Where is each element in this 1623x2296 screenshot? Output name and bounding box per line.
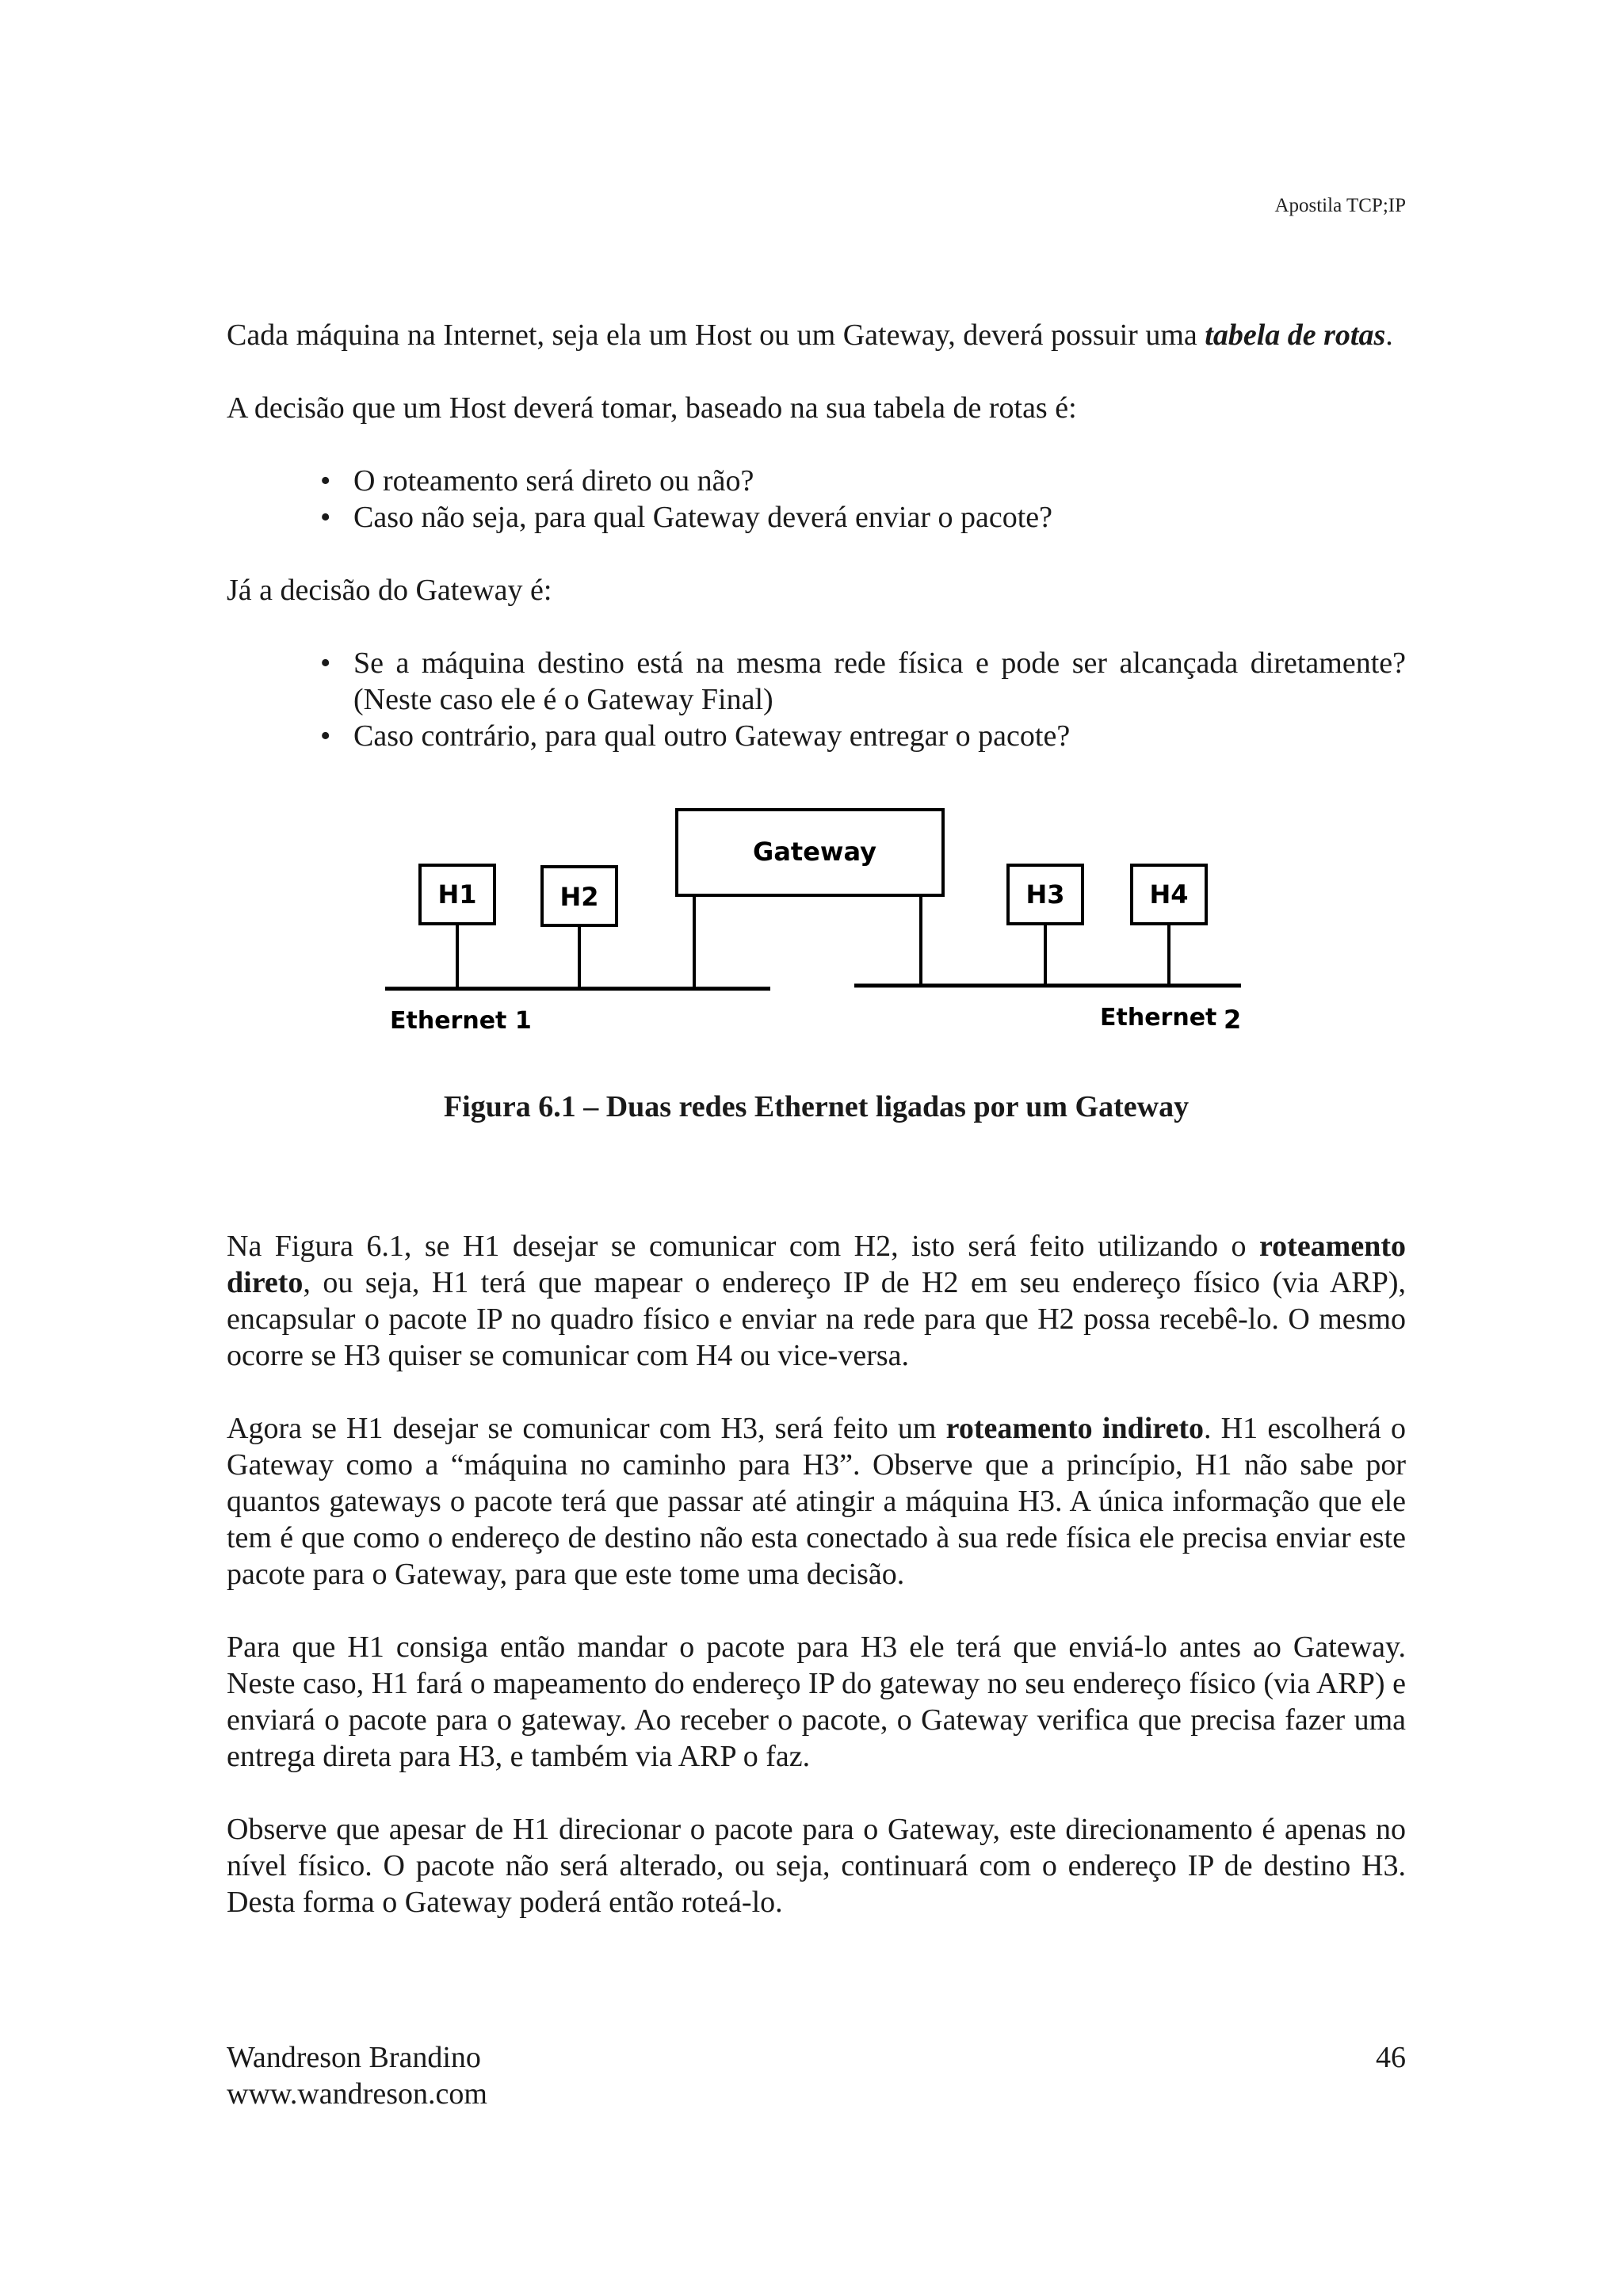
paragraph-routing-table: Cada máquina na Internet, seja ela um Host ou um Gateway, deverá possuir uma tabela de rotas. <box>227 318 1393 352</box>
paragraph-gateway-decision: Já a decisão do Gateway é: <box>227 574 552 607</box>
page-content <box>227 317 1406 1920</box>
paragraph-gateway-mapping: Para que H1 consiga então mandar o pacote para H3 ele terá que enviá-lo antes ao Gateway. Neste caso, H1 fará o mapeamento do endereço IP do gateway no seu endereço físico (via ARP) e enviará o pacote para o gateway. Ao receber o pacote, o Gateway verifica que precisa fazer uma entrega direta para H3, e também via ARP o faz. <box>227 1630 1406 1773</box>
emphasis-routing-table: tabela de rotas <box>1205 318 1386 352</box>
host-h2-label: H2 <box>559 882 599 912</box>
running-header: Apostila TCP;IP <box>1274 195 1406 216</box>
host-h1-label: H1 <box>437 879 477 910</box>
paragraph-host-decision: A decisão que um Host deverá tomar, baseado na sua tabela de rotas é: <box>227 391 1077 425</box>
ethernet-2-number: 2 <box>1224 1005 1241 1035</box>
emphasis-direct-routing: roteamento direto <box>227 1230 1406 1299</box>
ethernet-1-label: Ethernet 1 <box>390 1007 532 1035</box>
figure-caption: Figura 6.1 – Duas redes Ethernet ligadas por um Gateway <box>443 1090 1190 1123</box>
host-h3-label: H3 <box>1025 879 1065 910</box>
host-h4-label: H4 <box>1149 879 1189 910</box>
page-number: 46 <box>1376 2041 1406 2074</box>
gateway-decision-list <box>227 645 1406 754</box>
footer-author: Wandreson Brandino <box>227 2041 481 2074</box>
paragraph-direct-routing: Na Figura 6.1, se H1 desejar se comunicar com H2, isto será feito utilizando o roteamento direto, ou seja, H1 terá que mapear o endereço IP de H2 em seu endereço físico (via ARP), encapsular o pacote IP no quadro físico e enviar na rede para que H2 possa recebê-lo. O mesmo ocorre se H3 quiser se comunicar com H4 ou vice-versa. <box>227 1230 1406 1372</box>
gateway-label: Gateway <box>753 837 876 867</box>
network-diagram <box>385 786 1241 1068</box>
paragraph-physical-forwarding: Observe que apesar de H1 direcionar o pacote para o Gateway, este direcionamento é apenas no nível físico. O pacote não será alterado, ou seja, continuará com o endereço IP de destino H3. Desta forma o Gateway poderá então roteá-lo. <box>227 1813 1406 1919</box>
list-item: • O roteamento será direto ou não? <box>320 464 754 498</box>
bullet-icon: • <box>320 464 331 498</box>
footer-website: www.wandreson.com <box>227 2077 487 2111</box>
list-item: • Caso não seja, para qual Gateway deverá enviar o pacote? <box>320 501 1053 534</box>
paragraph-indirect-routing: Agora se H1 desejar se comunicar com H3, será feito um roteamento indireto. H1 escolherá o Gateway como a “máquina no caminho para H3”. Observe que a princípio, H1 não sabe por quantos gateways o pacote terá que passar até atingir a máquina H3. A única informação que ele tem é que como o endereço de destino não esta conectado à sua rede física ele precisa enviar este pacote para o Gateway, para que este tome uma decisão. <box>227 1412 1406 1591</box>
list-item: • Caso contrário, para qual outro Gateway entregar o pacote? <box>320 719 1071 753</box>
emphasis-indirect-routing: roteamento indireto <box>945 1412 1204 1445</box>
network-diagram-figure <box>227 786 1406 1071</box>
list-item: • Se a máquina destino está na mesma rede física e pode ser alcançada diretamente? (Neste caso ele é o Gateway Final) <box>320 646 1406 716</box>
ethernet-2-label: Ethernet <box>1100 1004 1217 1032</box>
footer-author-block <box>227 2039 487 2112</box>
host-decision-list <box>227 463 1406 536</box>
bullet-icon: • <box>320 501 331 534</box>
bullet-icon: • <box>320 646 331 680</box>
bullet-icon: • <box>320 719 331 753</box>
